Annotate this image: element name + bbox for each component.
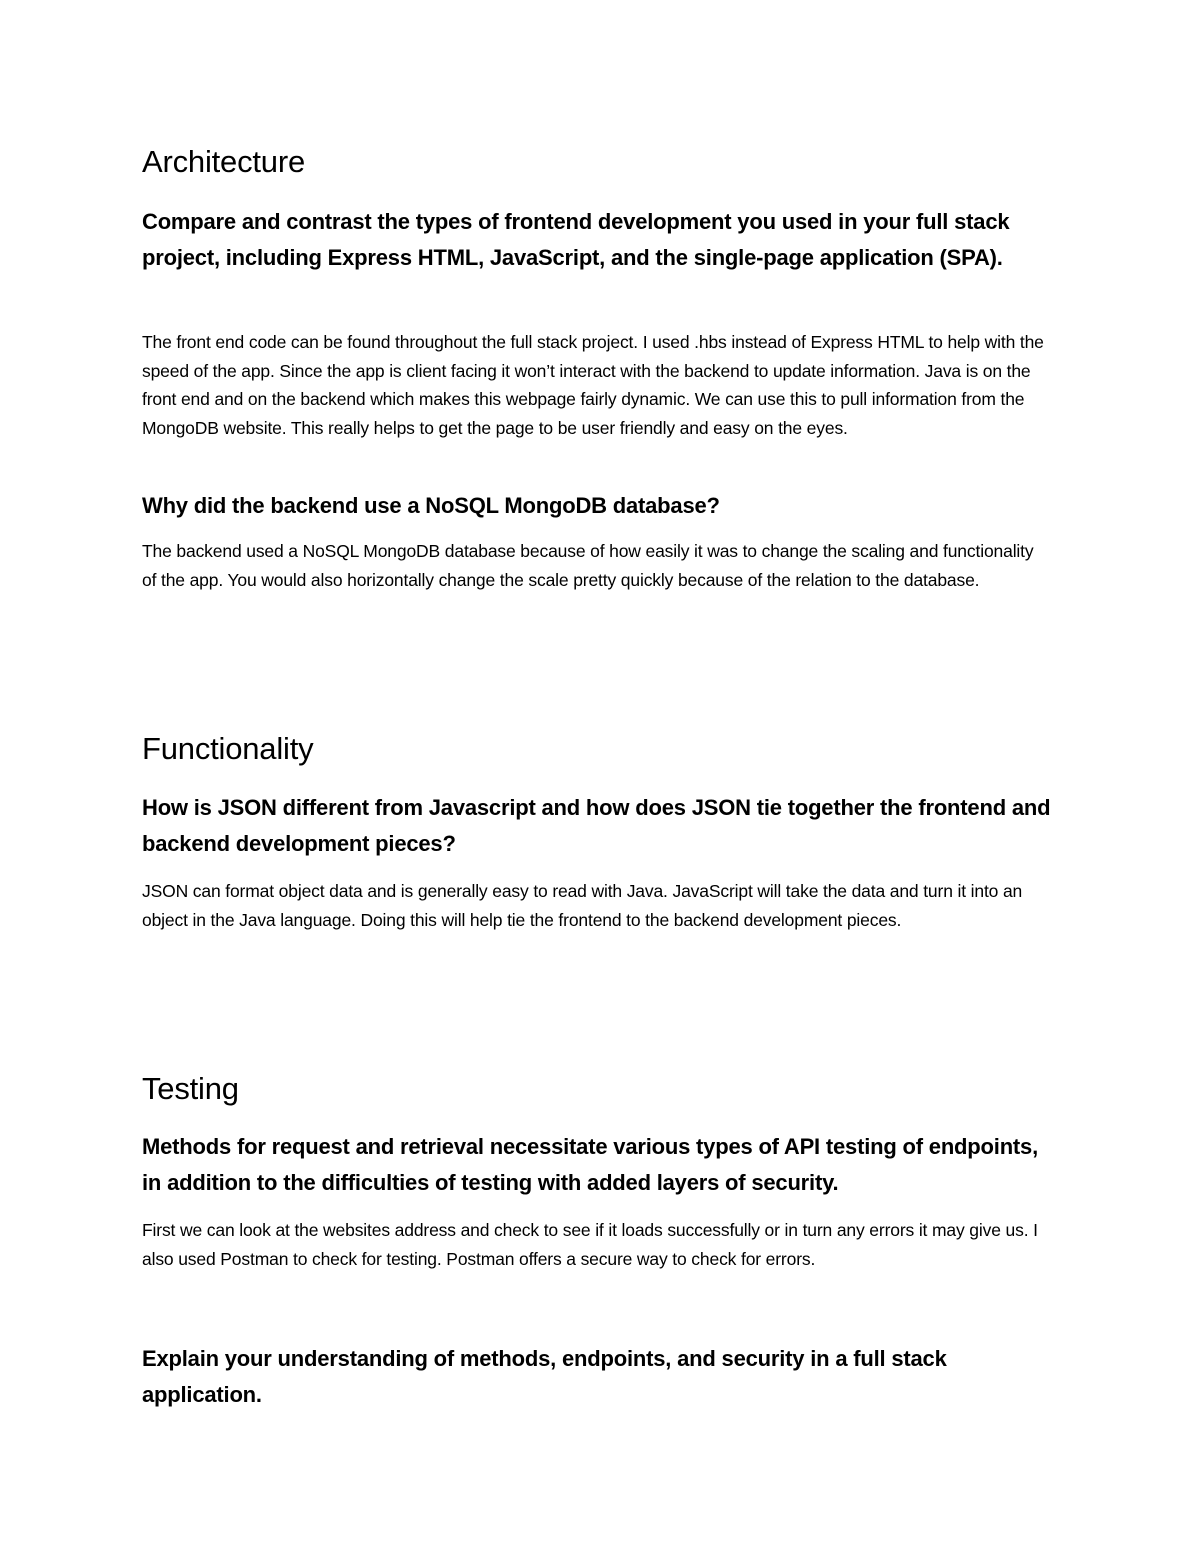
question-json-vs-javascript: How is JSON different from Javascript and how does JSON tie together the frontend and backend development pieces?: [142, 795, 1051, 856]
answer-json-vs-javascript: JSON can format object data and is generally easy to read with Java. JavaScript will take the data and turn it into an object in the Java language. Doing this will help tie the frontend to the backend development pieces.: [142, 881, 1023, 930]
answer-nosql-mongodb: The backend used a NoSQL MongoDB database because of how easily it was to change the scaling and functionality of the app. You would also horizontally change the scale pretty quickly because of the relation to the database.: [142, 541, 1034, 590]
answer-frontend-development: The front end code can be found throughout the full stack project. I used .hbs instead of Express HTML to help with the speed of the app. Since the app is client facing it won’t interact with the backend to update information. Java is on the front end and on the backend which makes this webpage fairly dynamic. We can use this to pull information from the MongoDB website. This really helps to get the page to be user friendly and easy on the eyes.: [142, 332, 1044, 438]
question-nosql-mongodb: Why did the backend use a NoSQL MongoDB database?: [142, 493, 720, 518]
question-methods-endpoints-security: Explain your understanding of methods, endpoints, and security in a full stack application.: [142, 1346, 947, 1407]
heading-functionality: Functionality: [142, 731, 314, 766]
question-frontend-development: Compare and contrast the types of frontend development you used in your full stack project, including Express HTML, JavaScript, and the single-page application (SPA).: [142, 209, 1010, 270]
answer-api-testing: First we can look at the websites address and check to see if it loads successfully or in turn any errors it may give us. I also used Postman to check for testing. Postman offers a secure way to check for errors.: [142, 1220, 1038, 1269]
question-api-testing: Methods for request and retrieval necessitate various types of API testing of endpoints, in addition to the difficulties of testing with added layers of security.: [142, 1134, 1039, 1195]
heading-testing: Testing: [142, 1071, 239, 1106]
heading-architecture: Architecture: [142, 144, 305, 179]
